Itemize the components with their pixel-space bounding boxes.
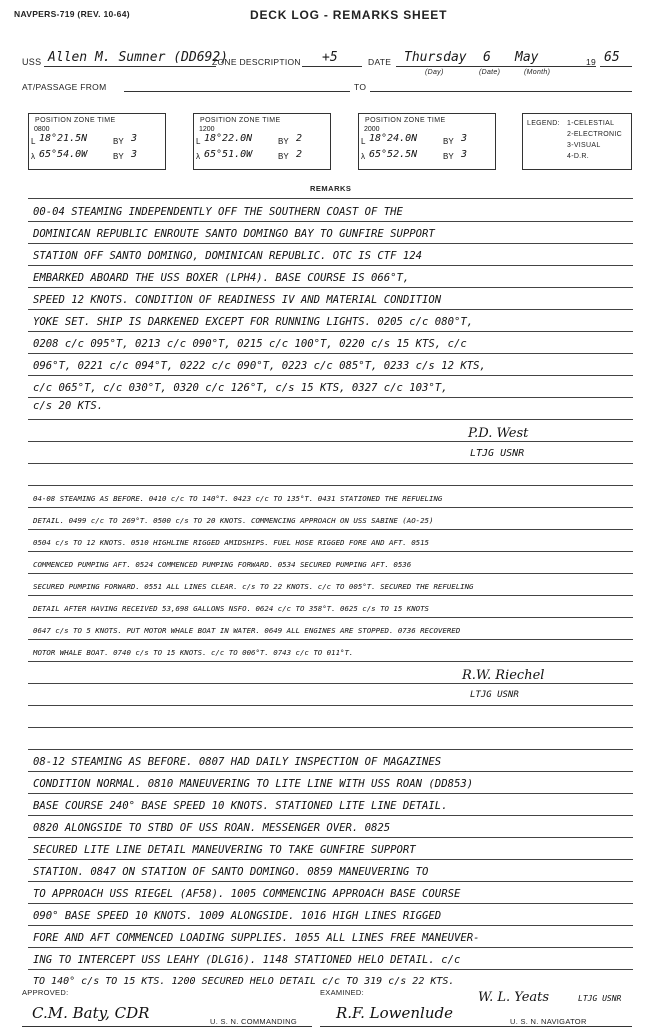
position-box-2000: POSITION ZONE TIME 2000 L 18°24.0N BY 3 λ 65°52.5N BY 3 xyxy=(358,113,496,170)
date-value: 6 xyxy=(483,50,491,65)
to-label: TO xyxy=(354,82,367,92)
uss-label: USS xyxy=(22,57,42,67)
log-line: 096°T, 0221 c/c 094°T, 0222 c/c 090°T, 0223 c/c 085°T, 0233 c/s 12 KTS, xyxy=(33,360,486,372)
officer-rank: LTJG USNR xyxy=(470,448,525,459)
log-line: 08-12 STEAMING AS BEFORE. 0807 HAD DAILY INSPECTION OF MAGAZINES xyxy=(33,756,442,768)
officer-signature: W. L. Yeats xyxy=(478,990,550,1005)
day-value: Thursday xyxy=(404,50,467,65)
log-line: STATION OFF SANTO DOMINGO, DOMINICAN REPUBLIC. OTC IS CTF 124 xyxy=(33,250,423,262)
log-line: BASE COURSE 240° BASE SPEED 10 KNOTS. STATIONED LITE LINE DETAIL. xyxy=(33,800,448,812)
log-line: EMBARKED ABOARD THE USS BOXER (LPH4). BASE COURSE IS 066°T, xyxy=(33,272,410,284)
remarks-label: REMARKS xyxy=(310,184,352,193)
log-line: TO 140° c/s TO 15 KTS. 1200 SECURED HELO DETAIL c/c TO 319 c/s 22 KTS. xyxy=(33,976,455,987)
date-label: DATE xyxy=(368,57,392,67)
examined-signature: R.F. Lowenlude xyxy=(336,1004,453,1022)
log-line: 04-08 STEAMING AS BEFORE. 0410 c/c TO 140°T. 0423 c/c TO 135°T. 0431 STATIONED THE REFUELING xyxy=(33,494,443,503)
officer-signature: R.W. Riechel xyxy=(462,668,545,683)
log-line: 00-04 STEAMING INDEPENDENTLY OFF THE SOUTHERN COAST OF THE xyxy=(33,206,403,218)
legend-item: 3-VISUAL xyxy=(567,142,601,149)
position-lon: 65°54.0W xyxy=(39,149,88,160)
day-caption: (Day) xyxy=(425,69,444,76)
date-caption: (Date) xyxy=(479,69,501,76)
log-line: DOMINICAN REPUBLIC ENROUTE SANTO DOMINGO BAY TO GUNFIRE SUPPORT xyxy=(33,228,435,240)
log-line: 0647 c/s TO 5 KNOTS. PUT MOTOR WHALE BOAT IN WATER. 0649 ALL ENGINES ARE STOPPED. 0736 RECOVERED xyxy=(33,626,461,635)
month-caption: (Month) xyxy=(524,69,551,76)
log-line: YOKE SET. SHIP IS DARKENED EXCEPT FOR RUNNING LIGHTS. 0205 c/c 080°T, xyxy=(33,316,474,328)
position-box-1200: POSITION ZONE TIME 1200 L 18°22.0N BY 2 λ 65°51.0W BY 2 xyxy=(193,113,331,170)
approved-label: APPROVED: xyxy=(22,988,69,997)
at-passage-label: AT/PASSAGE FROM xyxy=(22,82,107,92)
examined-label: EXAMINED: xyxy=(320,988,364,997)
log-line: ING TO INTERCEPT USS LEAHY (DLG16). 1148 STATIONED HELO DETAIL. c/c xyxy=(33,954,461,966)
log-line: 0504 c/s TO 12 KNOTS. 0510 HIGHLINE RIGGED AMIDSHIPS. FUEL HOSE RIGGED FORE AND AFT. 0515 xyxy=(33,538,430,547)
log-line: TO APPROACH USS RIEGEL (AF58). 1005 COMMENCING APPROACH BASE COURSE xyxy=(33,888,461,900)
legend-title: LEGEND: xyxy=(527,120,560,127)
month-value: May xyxy=(515,50,539,65)
log-line: c/s 20 KTS. xyxy=(33,400,104,412)
log-line: 0208 c/c 095°T, 0213 c/c 090°T, 0215 c/c 100°T, 0220 c/s 15 KTS, c/c xyxy=(33,338,467,350)
log-line: SECURED LITE LINE DETAIL MANEUVERING TO TAKE GUNFIRE SUPPORT xyxy=(33,844,416,856)
officer-signature: P.D. West xyxy=(468,426,529,441)
log-line: STATION. 0847 ON STATION OF SANTO DOMINGO. 0859 MANEUVERING TO xyxy=(33,866,429,878)
form-id: NAVPERS-719 (REV. 10-64) xyxy=(14,9,130,19)
log-line: 090° BASE SPEED 10 KNOTS. 1009 ALONGSIDE. 1016 HIGH LINES RIGGED xyxy=(33,910,442,922)
legend-item: 4-D.R. xyxy=(567,153,590,160)
log-line: DETAIL AFTER HAVING RECEIVED 53,698 GALLONS NSFO. 0624 c/c TO 358°T. 0625 c/s TO 15 KNOTS xyxy=(33,604,430,613)
approved-signature: C.M. Baty, CDR xyxy=(32,1004,150,1022)
page-title: DECK LOG - REMARKS SHEET xyxy=(250,8,448,22)
navigator-label: U. S. N. NAVIGATOR xyxy=(510,1017,587,1026)
log-line: FORE AND AFT COMMENCED LOADING SUPPLIES. 1055 ALL LINES FREE MANEUVER- xyxy=(33,932,480,944)
legend-box xyxy=(522,113,632,170)
legend-item: 1-CELESTIAL xyxy=(567,120,615,127)
log-line: MOTOR WHALE BOAT. 0740 c/s TO 15 KNOTS. c/c TO 006°T. 0743 c/c TO 011°T. xyxy=(33,648,354,657)
zone-value: +5 xyxy=(322,50,338,65)
legend-item: 2-ELECTRONIC xyxy=(567,131,622,138)
log-line: c/c 065°T, c/c 030°T, 0320 c/c 126°T, c/s 15 KTS, 0327 c/c 103°T, xyxy=(33,382,448,394)
position-lon: 65°52.5N xyxy=(369,149,418,160)
log-line: CONDITION NORMAL. 0810 MANEUVERING TO LITE LINE WITH USS ROAN (DD853) xyxy=(33,778,474,790)
position-box-0800: POSITION ZONE TIME 0800 L 18°21.5N BY 3 λ 65°54.0W BY 3 xyxy=(28,113,166,170)
log-line: SPEED 12 KNOTS. CONDITION OF READINESS IV AND MATERIAL CONDITION xyxy=(33,294,442,306)
position-lat: 18°22.0N xyxy=(204,133,253,144)
log-line: 0820 ALONGSIDE TO STBD OF USS ROAN. MESSENGER OVER. 0825 xyxy=(33,822,391,834)
log-line: SECURED PUMPING FORWARD. 0551 ALL LINES CLEAR. c/s TO 22 KNOTS. c/c TO 005°T. SECURED THE REFUELING xyxy=(33,582,474,591)
position-lat: 18°24.0N xyxy=(369,133,418,144)
log-line: COMMENCED PUMPING AFT. 0524 COMMENCED PUMPING FORWARD. 0534 SECURED PUMPING AFT. 0536 xyxy=(33,560,412,569)
position-lon: 65°51.0W xyxy=(204,149,253,160)
commanding-label: U. S. N. COMMANDING xyxy=(210,1017,297,1026)
year-value: 65 xyxy=(604,50,620,65)
officer-rank: LTJG USNR xyxy=(470,690,519,700)
officer-rank: LTJG USNR xyxy=(578,994,622,1003)
log-line: DETAIL. 0499 c/c TO 269°T. 0500 c/s TO 20 KNOTS. COMMENCING APPROACH ON USS SABINE (AO-25) xyxy=(33,516,434,525)
year-prefix: 19 xyxy=(586,57,597,67)
ship-name: Allen M. Sumner (DD692) xyxy=(48,50,229,65)
zone-label: ZONE DESCRIPTION xyxy=(212,57,301,67)
position-lat: 18°21.5N xyxy=(39,133,88,144)
